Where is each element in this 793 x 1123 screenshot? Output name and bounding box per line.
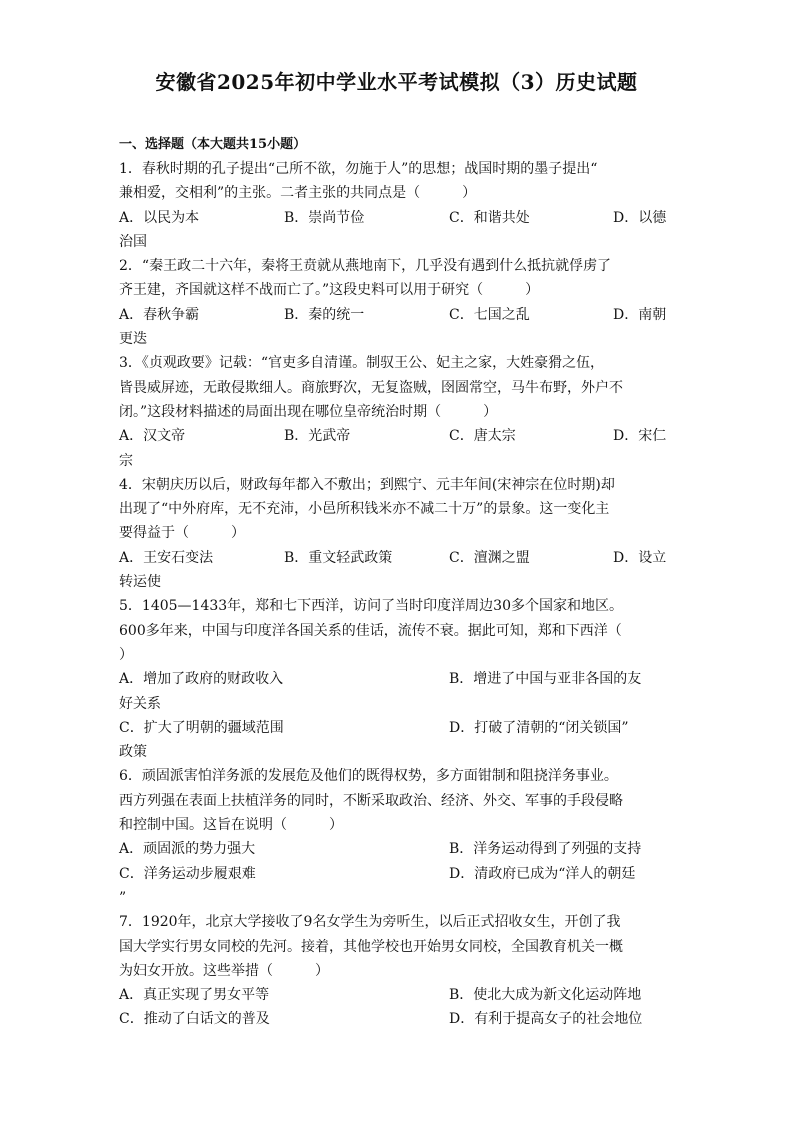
question-3 bbox=[119, 351, 679, 472]
option-c[interactable]: C．七国之乱 bbox=[449, 306, 530, 323]
option-d[interactable]: D．宋仁 bbox=[613, 428, 667, 445]
option-b[interactable]: B．使北大成为新文化运动阵地 bbox=[449, 987, 642, 1004]
options-row bbox=[119, 206, 679, 230]
question-text: 西方列强在表面上扶植洋务的同时，不断采取政治、经济、外交、军事的手段侵略 bbox=[119, 792, 623, 809]
option-c[interactable]: C．扩大了明朝的疆域范围 bbox=[119, 719, 284, 736]
option-d[interactable]: D．南朝 bbox=[613, 306, 667, 323]
options-row bbox=[119, 862, 679, 886]
question-text: 要得益于（ ） bbox=[119, 525, 245, 542]
option-d-continued: 转运使 bbox=[119, 574, 161, 591]
option-a[interactable]: A．顽固派的势力强大 bbox=[119, 841, 256, 858]
option-d-continued: 治国 bbox=[119, 233, 147, 250]
option-b[interactable]: B．洋务运动得到了列强的支持 bbox=[449, 841, 642, 858]
question-text: 国大学实行男女同校的先河。接着，其他学校也开始男女同校，全国教育机关一概 bbox=[119, 938, 623, 955]
question-text: 6．顽固派害怕洋务派的发展危及他们的既得权势，多方面钳制和阻挠洋务事业。 bbox=[119, 768, 618, 785]
options-row bbox=[119, 983, 679, 1007]
question-text: 齐王建，齐国就这样不战而亡了。”这段史料可以用于研究（ ） bbox=[119, 282, 540, 299]
option-b-continued: 好关系 bbox=[119, 695, 161, 712]
question-text: ） bbox=[119, 646, 133, 663]
option-d-continued: 政策 bbox=[119, 744, 147, 761]
options-row bbox=[119, 303, 679, 327]
option-c[interactable]: C．推动了白话文的普及 bbox=[119, 1011, 270, 1028]
option-d[interactable]: D．有利于提高女子的社会地位 bbox=[449, 1011, 643, 1028]
options-row bbox=[119, 716, 679, 740]
option-c[interactable]: C．唐太宗 bbox=[449, 428, 516, 445]
option-d-continued: 宗 bbox=[119, 452, 133, 469]
options-row bbox=[119, 1007, 679, 1031]
question-text: 兼相爱，交相利”的主张。二者主张的共同点是（ ） bbox=[119, 185, 477, 202]
option-d[interactable]: D．打破了清朝的“闭关锁国” bbox=[449, 719, 629, 736]
option-d[interactable]: D．设立 bbox=[613, 549, 667, 566]
option-a[interactable]: A．真正实现了男女平等 bbox=[119, 987, 270, 1004]
option-c[interactable]: C．洋务运动步履艰难 bbox=[119, 865, 256, 882]
option-d-continued: 更迭 bbox=[119, 331, 147, 348]
question-text: 4．宋朝庆历以后，财政每年都入不敷出；到熙宁、元丰年间(宋神宗在位时期)却 bbox=[119, 476, 615, 493]
question-text: 1．春秋时期的孔子提出“己所不欲，勿施于人”的思想；战国时期的墨子提出“ bbox=[119, 161, 598, 177]
option-d[interactable]: D．清政府已成为“洋人的朝廷 bbox=[449, 865, 636, 882]
options-row bbox=[119, 546, 679, 570]
option-a[interactable]: A．春秋争霸 bbox=[119, 306, 200, 323]
question-text: 3．《贞观政要》记载：“官吏多自清谨。制驭王公、妃主之家，大姓豪猾之伍， bbox=[119, 355, 605, 372]
question-text: 闭。”这段材料描述的局面出现在哪位皇帝统治时期（ ） bbox=[119, 403, 498, 420]
page-title: 安徽省2025年初中学业水平考试模拟（3）历史试题 bbox=[155, 70, 638, 94]
question-7 bbox=[119, 910, 679, 1031]
option-a[interactable]: A．王安石变法 bbox=[119, 549, 214, 566]
option-a[interactable]: A．增加了政府的财政收入 bbox=[119, 671, 284, 688]
question-text: 7．1920年，北京大学接收了9名女学生为旁听生，以后正式招收女生，开创了我 bbox=[119, 914, 621, 931]
question-text: 皆畏威屏迹，无敢侵欺细人。商旅野次，无复盗贼，囹圄常空，马牛布野，外户不 bbox=[119, 379, 623, 396]
option-c[interactable]: C．澶渊之盟 bbox=[449, 549, 530, 566]
option-d[interactable]: D．以德 bbox=[613, 209, 667, 226]
option-b[interactable]: B．秦的统一 bbox=[284, 306, 365, 323]
question-list bbox=[119, 157, 679, 1032]
options-row bbox=[119, 837, 679, 861]
option-d-continued: ” bbox=[119, 889, 127, 906]
option-b[interactable]: B．重文轻武政策 bbox=[284, 549, 393, 566]
question-text: 2．“秦王政二十六年，秦将王贲就从燕地南下，几乎没有遇到什么抵抗就俘虏了 bbox=[119, 258, 612, 275]
options-row bbox=[119, 667, 679, 691]
question-text: 5．1405—1433年，郑和七下西洋，访问了当时印度洋周边30多个国家和地区。 bbox=[119, 598, 623, 615]
option-a[interactable]: A．汉文帝 bbox=[119, 428, 186, 445]
question-5 bbox=[119, 594, 679, 764]
question-text: 600多年来，中国与印度洋各国关系的佳话，流传不衰。据此可知，郑和下西洋（ bbox=[119, 622, 622, 639]
question-2 bbox=[119, 254, 679, 351]
question-6 bbox=[119, 764, 679, 910]
question-4 bbox=[119, 473, 679, 594]
options-row bbox=[119, 424, 679, 448]
question-1 bbox=[119, 157, 679, 254]
question-text: 为妇女开放。这些举措（ ） bbox=[119, 962, 329, 979]
question-text: 和控制中国。这旨在说明（ ） bbox=[119, 817, 343, 834]
option-b[interactable]: B．光武帝 bbox=[284, 428, 351, 445]
section-heading: 一、选择题（本大题共15小题） bbox=[119, 137, 307, 152]
option-c[interactable]: C．和谐共处 bbox=[449, 209, 530, 226]
question-text: 出现了“中外府库，无不充沛，小邑所积钱米亦不减二十万”的景象。这一变化主 bbox=[119, 501, 610, 518]
option-b[interactable]: B．崇尚节俭 bbox=[284, 209, 365, 226]
option-a[interactable]: A．以民为本 bbox=[119, 209, 200, 226]
option-b[interactable]: B．增进了中国与亚非各国的友 bbox=[449, 671, 642, 688]
